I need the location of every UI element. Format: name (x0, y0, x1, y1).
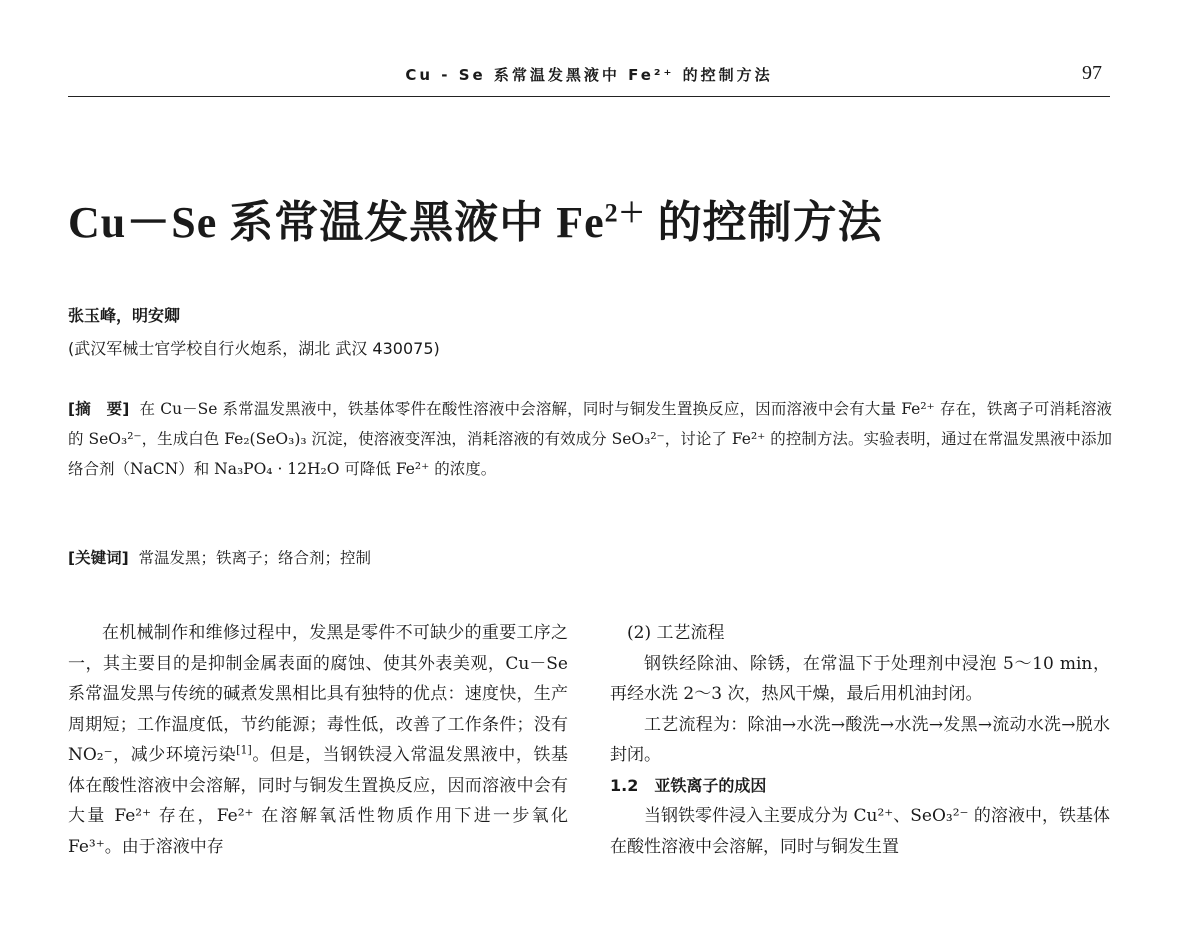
abstract-text: 在 Cu－Se 系常温发黑液中，铁基体零件在酸性溶液中会溶解，同时与铜发生置换反应，因而溶液中会有大量 Fe²⁺ 存在，铁离子可消耗溶液的 SeO₃²⁻，生成白色 Fe₂(SeO₃)₃ 沉淀，使溶液变浑浊，消耗溶液的有效成分 SeO₃²⁻，讨论了 Fe²⁺ 的控制方法。实验表明，通过在常温发黑液中添加络合剂（NaCN）和 Na₃PO₄ · 12H₂O 可降低 Fe²⁺ 的浓度。 (68, 400, 1112, 478)
process-paragraph: 钢铁经除油、除锈，在常温下于处理剂中浸泡 5～10 min，再经水洗 2～3 次，热风干燥，最后用机油封闭。 (610, 653, 1110, 704)
keywords (68, 543, 1112, 573)
paper-title-superscript: 2＋ (604, 198, 646, 228)
body-column-right (610, 618, 1110, 862)
body-column-left (68, 618, 568, 862)
paper-title (68, 186, 883, 250)
page-number: 97 (1082, 62, 1102, 84)
running-title: Cu - Se 系常温发黑液中 Fe²⁺ 的控制方法 (405, 66, 773, 84)
flow-paragraph: 工艺流程为：除油→水洗→酸洗→水洗→发黑→流动水洗→脱水封闭。 (610, 714, 1110, 765)
keywords-text: 常温发黑；铁离子；络合剂；控制 (138, 549, 372, 567)
paper-title-tail: 的控制方法 (645, 198, 883, 247)
keywords-label: [关键词] (68, 549, 129, 567)
paper-title-main: Cu－Se 系常温发黑液中 Fe (68, 198, 605, 247)
abstract (68, 394, 1112, 484)
body-paragraph-tail: 。但是，当钢铁浸入常温发黑液中，铁基体在酸性溶液中会溶解，同时与铜发生置换反应，因而溶液中会有大量 Fe²⁺ 存在，Fe²⁺ 在溶解氧活性物质作用下进一步氧化 Fe³⁺。由于溶液中存 (68, 745, 568, 857)
authors: 张玉峰，明安卿 (68, 306, 181, 325)
section-paragraph: 当钢铁零件浸入主要成分为 Cu²⁺、SeO₃²⁻ 的溶液中，铁基体在酸性溶液中会溶解，同时与铜发生置 (610, 806, 1110, 857)
item-label: (2) 工艺流程 (627, 623, 725, 643)
citation-ref: [1] (236, 743, 252, 757)
abstract-label: [摘 要] (68, 400, 130, 418)
body-paragraph-text: 在机械制作和维修过程中，发黑是零件不可缺少的重要工序之一，其主要目的是抑制金属表面的腐蚀、使其外表美观，Cu－Se 系常温发黑与传统的碱煮发黑相比具有独特的优点：速度快，生产周期短；工作温度低，节约能源；毒性低，改善了工作条件；没有 NO₂⁻，减少环境污染 (68, 623, 568, 765)
body-paragraph (68, 618, 568, 862)
section-heading: 1.2 亚铁离子的成因 (610, 775, 767, 795)
running-header (68, 60, 1110, 97)
affiliation: (武汉军械士官学校自行火炮系，湖北 武汉 430075) (68, 339, 440, 358)
